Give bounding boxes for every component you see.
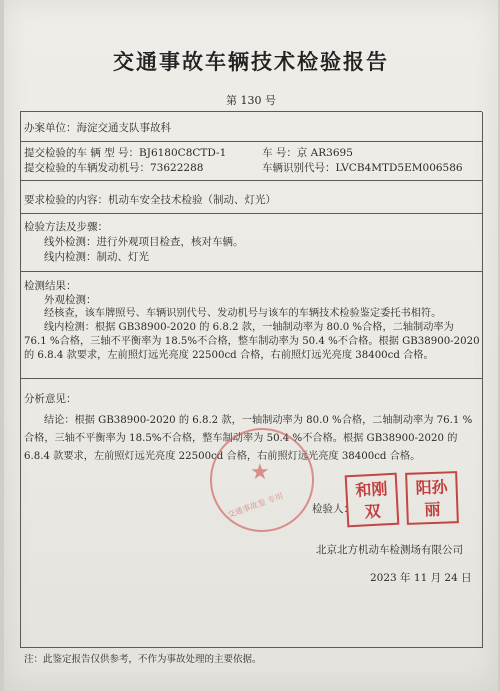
analysis-line-1: 结论：根据 GB38900-2020 的 6.8.2 款，一轴制动率为 80.0 %合格，二轴制动率为 76.1 %: [44, 415, 473, 426]
divider-methods: [20, 271, 482, 272]
border-right: [482, 112, 483, 648]
vehicle-engine: 提交检验的车辆发动机号：73622288: [24, 162, 204, 174]
methods-line-2: 线内检测：制动、灯光: [44, 251, 149, 263]
divider-agency: [20, 141, 482, 142]
vehicle-plate: 车 号：京 AR3695: [262, 147, 353, 159]
internal-line-2: 76.1 %合格，三轴不平衡率为 18.5%不合格，整车制动率为 50.4 %不合格。根据 GB38900-2020: [24, 336, 480, 347]
border-left: [20, 112, 21, 648]
request-line: 要求检验的内容：机动车安全技术检验（制动、灯光）: [24, 194, 276, 206]
divider-request: [20, 213, 482, 214]
company-seal: [210, 428, 314, 532]
internal-line-1: 线内检测：根据 GB38900-2020 的 6.8.2 款，一轴制动率为 80.0 %合格，二轴制动率为: [44, 322, 454, 333]
analysis-line-2: 合格，三轴不平衡率为 18.5%不合格，整车制动率为 50.4 %不合格。根据 GB38900-2020 的: [24, 433, 458, 444]
external-text: 经核查，该车牌照号、车辆识别代号、发动机号与该车的车辆技术检验鉴定委托书相符。: [44, 308, 442, 319]
divider-footer: [20, 647, 482, 648]
vehicle-vin: 车辆识别代号：LVCB4MTD5EM006586: [262, 162, 463, 174]
divider-vehicle: [20, 180, 482, 181]
internal-line-3: 的 6.8.4 款要求，左前照灯远光亮度 22500cd 合格，右前照灯远光亮度 38400cd 合格。: [24, 350, 434, 361]
report-page: [4, 0, 498, 691]
seal-star-icon: ★: [250, 460, 270, 485]
analysis-heading: 分析意见：: [24, 393, 77, 405]
footer-note: 注：此鉴定报告仅供参考，不作为事故处理的主要依据。: [24, 654, 262, 665]
report-date: 2023 年 11 月 24 日: [370, 572, 472, 584]
results-heading: 检测结果：: [24, 280, 77, 292]
inspector-stamp-1: 和刚 双: [345, 473, 400, 528]
inspector-label: 检验人：: [312, 503, 354, 515]
divider-results: [20, 378, 482, 379]
document-number: 第 130 号: [226, 94, 276, 107]
analysis-line-3: 6.8.4 款要求，左前照灯远光亮度 22500cd 合格，右前照灯远光亮度 38400cd 合格。: [24, 451, 421, 462]
external-heading: 外观检测：: [44, 294, 97, 306]
company-name: 北京北方机动车检测场有限公司: [316, 544, 463, 556]
methods-line-1: 线外检测：进行外观项目检查，核对车辆。: [44, 236, 244, 248]
inspector-stamp-2: 阳孙 丽: [405, 471, 459, 525]
report-title: 交通事故车辆技术检验报告: [113, 49, 389, 74]
seal-ring-text: 交通事故鉴 专用: [226, 491, 285, 520]
vehicle-model: 提交检验的车 辆 型 号：BJ6180C8CTD-1: [24, 147, 227, 159]
methods-heading: 检验方法及步骤：: [24, 221, 108, 233]
agency-line: 办案单位：海淀交通支队事故科: [24, 122, 171, 134]
divider-top: [20, 111, 482, 112]
